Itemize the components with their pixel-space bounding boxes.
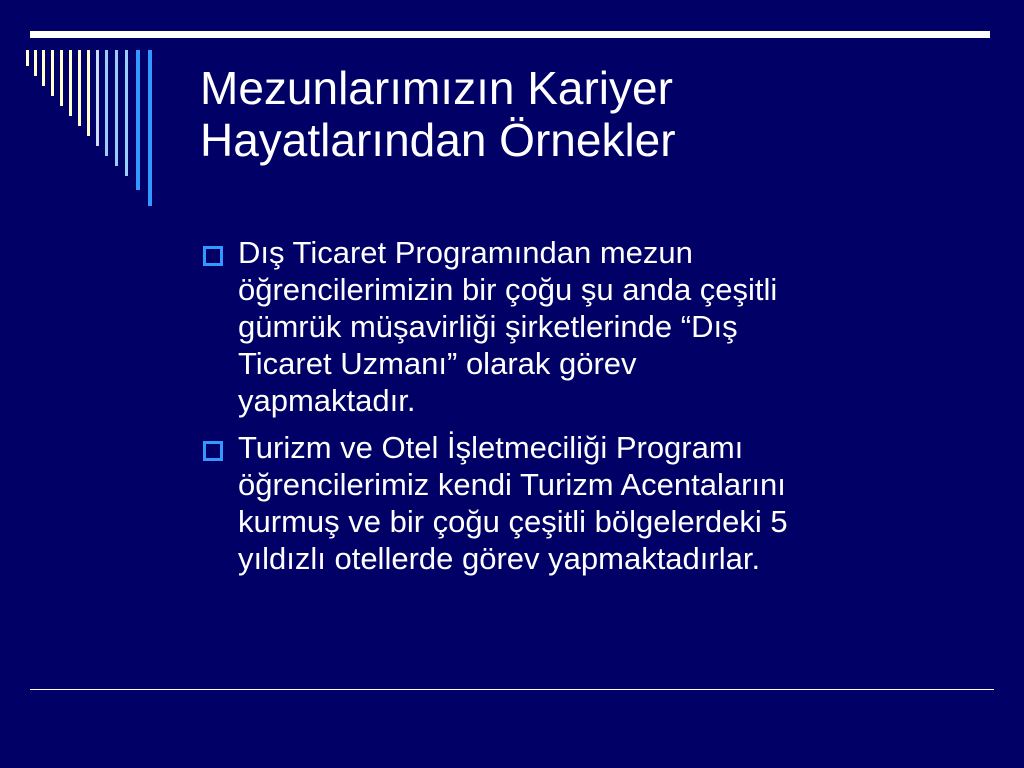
stripe (96, 50, 99, 146)
slide-title (200, 62, 980, 166)
stripe (26, 50, 29, 66)
bullet-line: gümrük müşavirliği şirketlerinde “Dış (238, 309, 738, 344)
stripe (105, 50, 108, 156)
stripe (148, 50, 152, 206)
bullet-line: yıldızlı otellerde görev yapmaktadırlar. (238, 541, 761, 576)
bullet-line: öğrencilerimiz kendi Turizm Acentalarını (238, 467, 786, 502)
stripe (78, 50, 81, 126)
bullet-item (200, 234, 980, 419)
stripe (60, 50, 63, 106)
bullet-list (200, 234, 980, 587)
stripe (115, 50, 118, 166)
bullet-line: Ticaret Uzmanı” olarak görev (238, 346, 637, 381)
bullet-line: öğrencilerimizin bir çoğu şu anda çeşitli (238, 272, 778, 307)
stripe (87, 50, 90, 136)
stripe (34, 50, 37, 76)
stripe (69, 50, 72, 116)
hollow-square-icon (203, 441, 223, 461)
bullet-line: kurmuş ve bir çoğu çeşitli bölgelerdeki 5 (238, 504, 788, 539)
title-line: Hayatlarından Örnekler (200, 114, 676, 166)
stripe (42, 50, 45, 86)
vertical-stripes-icon (0, 0, 180, 220)
stripe (51, 50, 54, 96)
bullet-line: Turizm ve Otel İşletmeciliği Programı (238, 430, 744, 465)
title-line: Mezunlarımızın Kariyer (200, 62, 673, 114)
stripe (136, 50, 140, 190)
bullet-line: Dış Ticaret Programından mezun (238, 235, 693, 270)
hollow-square-icon (203, 246, 223, 266)
stripe (125, 50, 128, 176)
bullet-item (200, 429, 980, 577)
bullet-line: yapmaktadır. (238, 383, 416, 418)
bottom-rule (30, 689, 994, 690)
